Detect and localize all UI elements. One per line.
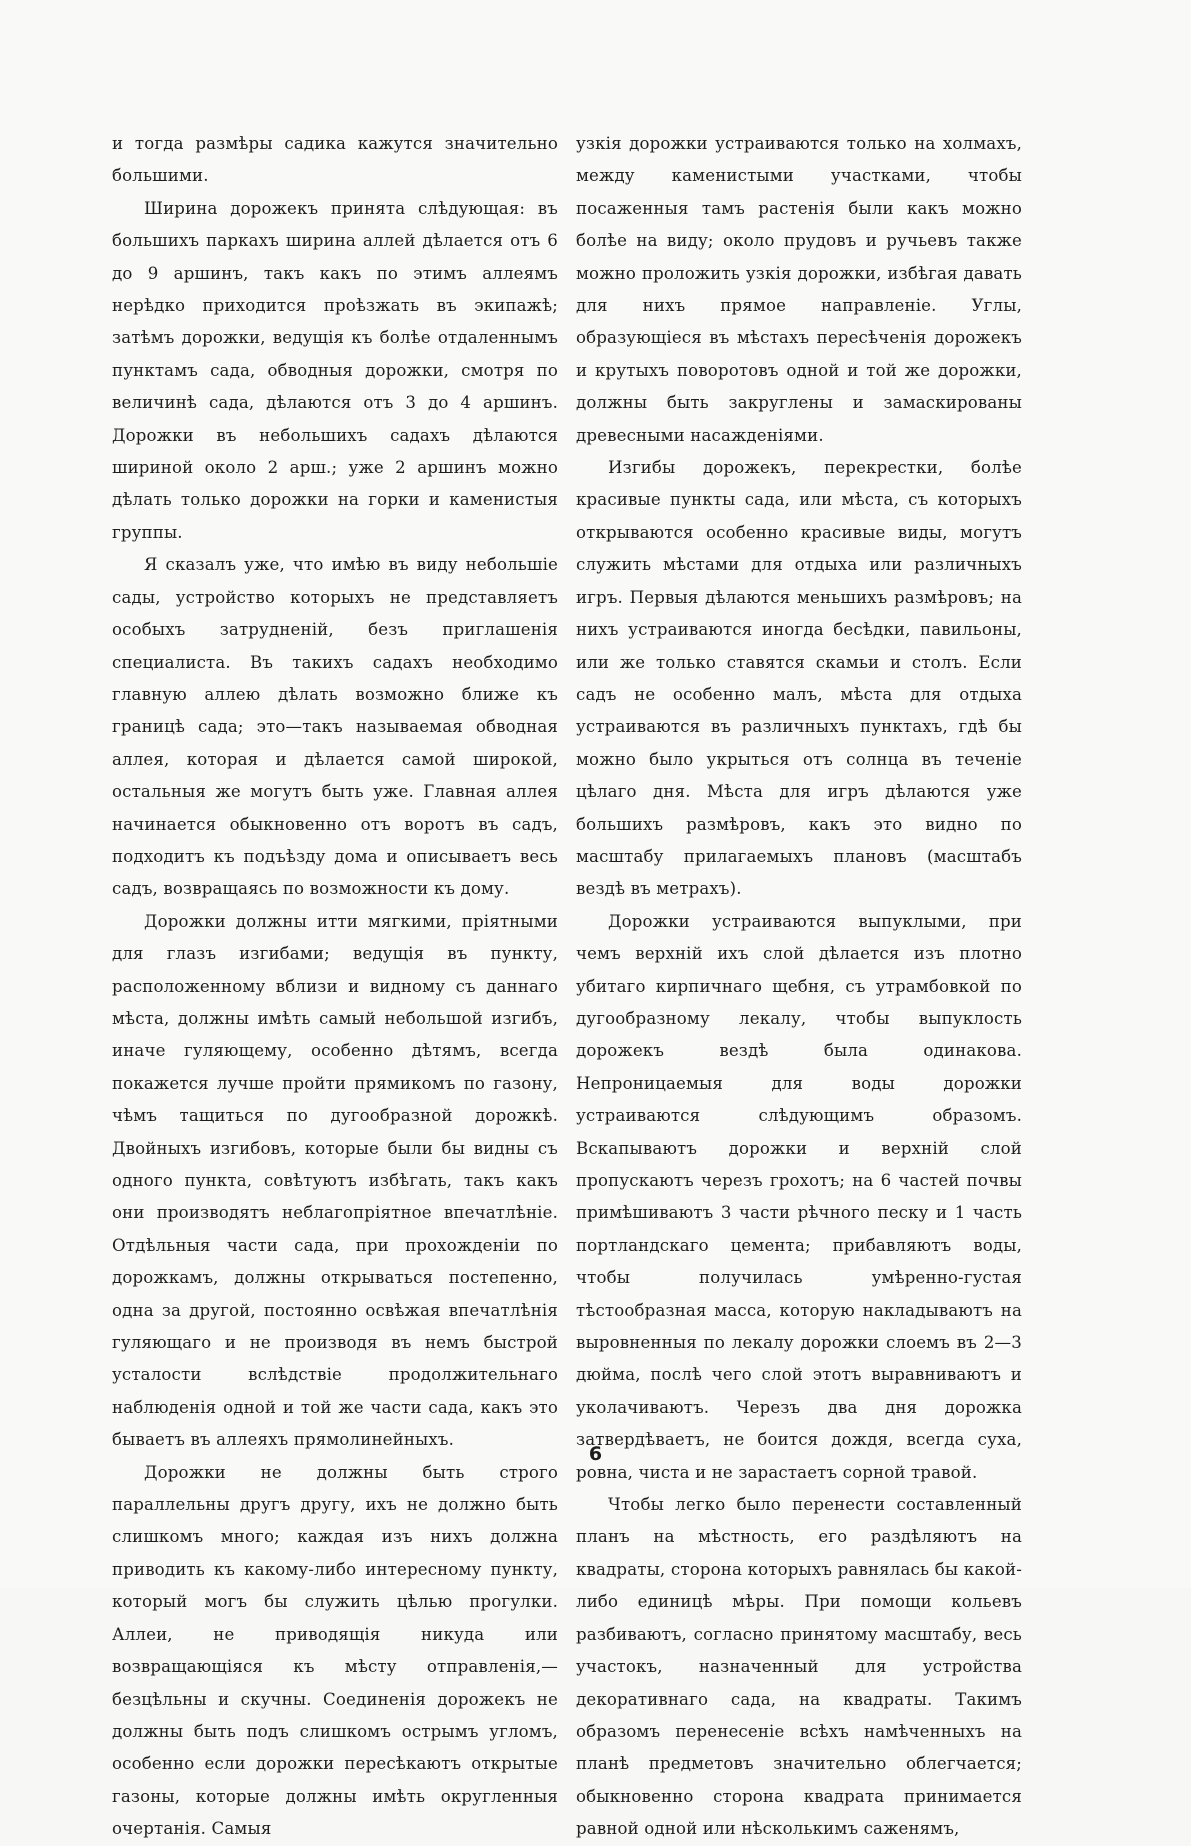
paragraph: Дорожки должны итти мягкими, пріятными для глазъ изгибами; ведущія въ пункту, расположенному вблизи и видному съ даннаго мѣста, должны имѣть самый небольшой изгибъ, иначе гуляющему, особенно дѣтямъ, всегда покажется лучше пройти прямикомъ по газону, чѣмъ тащиться по дугообразной дорожкѣ. Двойныхъ изгибовъ, которые были бы видны съ одного пункта, совѣтуютъ избѣгать, такъ какъ они производятъ неблагопріятное впечатлѣніе. Отдѣльныя части сада, при прохожденіи по дорожкамъ, должны открываться постепенно, одна за другой, постоянно освѣжая впечатлѣнія гуляющаго и не производя въ немъ быстрой усталости вслѣдствіе продолжительнаго наблюденія одной и той же части сада, какъ это бываетъ въ аллеяхъ прямолинейныхъ. [112,911,558,1450]
paragraph: Дорожки не должны быть строго параллельны другъ другу, ихъ не должно быть слишкомъ много; каждая изъ нихъ должна приводить къ какому-либо интересному пункту, который могъ бы служить цѣлью прогулки. Аллеи, не приводящія никуда или возвращающіяся къ мѣсту отправленія,—безцѣльны и скучны. Соединенія дорожекъ не должны быть подъ слишкомъ острымъ угломъ, особенно если дорожки пересѣкаютъ открытые газоны, которые должны имѣть округленныя очертанія. Самыя [112,1462,558,1839]
paragraph: Дорожки устраиваются выпуклыми, при чемъ верхній ихъ слой дѣлается изъ плотно убитаго кирпичнаго щебня, съ утрамбовкой по дугообразному лекалу, чтобы выпуклость дорожекъ вездѣ была одинакова. Непроницаемыя для воды дорожки устраиваются слѣдующимъ образомъ. Вскапываютъ дорожки и верхній слой пропускаютъ черезъ грохотъ; на 6 частей почвы примѣшиваютъ 3 части рѣчного песку и 1 часть портландскаго цемента; прибавляютъ воды, чтобы получилась умѣренно-густая тѣстообразная масса, которую накладываютъ на выровненныя по лекалу дорожки слоемъ въ 2—3 дюйма, послѣ чего слой этотъ выравниваютъ и уколачиваютъ. Черезъ два дня дорожка затвердѣваетъ, не боится дождя, всегда суха, ровна, чиста и не зарастаетъ сорной травой. [576,911,1022,1482]
paragraph: Чтобы легко было перенести составленный планъ на мѣстность, его раздѣляютъ на квадраты, сторона которыхъ равнялась бы какой-либо единицѣ мѣры. При помощи кольевъ разбиваютъ, согласно принятому масштабу, весь участокъ, назначенный для устройства декоративнаго сада, на квадраты. Такимъ образомъ перенесеніе всѣхъ намѣченныхъ на планѣ предметовъ значительно облегчается; обыкновенно сторона квадрата принимается равной одной или нѣсколькимъ саженямъ, [576,1495,1022,1839]
paragraph: Ширина дорожекъ принята слѣдующая: въ большихъ паркахъ ширина аллей дѣлается отъ 6 до 9 аршинъ, такъ какъ по этимъ аллеямъ нерѣдко приходится проѣзжать въ экипажѣ; затѣмъ дорожки, ведущія къ болѣе отдаленнымъ пунктамъ сада, обводныя дорожки, смотря по величинѣ сада, дѣлаются отъ 3 до 4 аршинъ. Дорожки въ небольшихъ садахъ дѣлаются шириной около 2 арш.; уже 2 аршинъ можно дѣлать только дорожки на горки и каменистыя группы. [112,198,558,542]
paragraph: и тогда размѣры садика кажутся значительно большими. [112,134,558,186]
paragraph: Я сказалъ уже, что имѣю въ виду небольшіе сады, устройство которыхъ не представляетъ особыхъ затрудненій, безъ приглашенія специалиста. Въ такихъ садахъ необходимо главную аллею дѣлать возможно ближе къ границѣ сада; это—такъ называемая обводная аллея, которая и дѣлается самой широкой, остальныя же могутъ быть уже. Главная аллея начинается обыкновенно отъ воротъ въ садъ, подходитъ къ подъѣзду дома и описываетъ весь садъ, возвращаясь по возможности къ дому. [112,555,558,899]
page-number: 6 [588,1443,603,1465]
paragraph: Изгибы дорожекъ, перекрестки, болѣе красивые пункты сада, или мѣста, съ которыхъ открываются особенно красивые виды, могутъ служить мѣстами для отдыха или различныхъ игръ. Первыя дѣлаются меньшихъ размѣровъ; на нихъ устраиваются иногда бесѣдки, павильоны, или же только ставятся скамьи и столъ. Если садъ не особенно малъ, мѣста для отдыха устраиваются въ различныхъ пунктахъ, гдѣ бы можно было укрыться отъ солнца въ теченіе цѣлаго дня. Мѣста для игръ дѣлаются уже большихъ размѣровъ, какъ это видно по масштабу прилагаемыхъ плановъ (масштабъ вездѣ въ метрахъ). [576,458,1022,899]
paragraph: узкія дорожки устраиваются только на холмахъ, между каменистыми участками, чтобы посаженныя тамъ растенія были какъ можно болѣе на виду; около прудовъ и ручьевъ также можно проложить узкія дорожки, избѣгая давать для нихъ прямое направленіе. Углы, образующіеся въ мѣстахъ пересѣченія дорожекъ и крутыхъ поворотовъ одной и той же дорожки, должны быть закруглены и замаскированы древесными насажденіями. [576,134,1022,445]
